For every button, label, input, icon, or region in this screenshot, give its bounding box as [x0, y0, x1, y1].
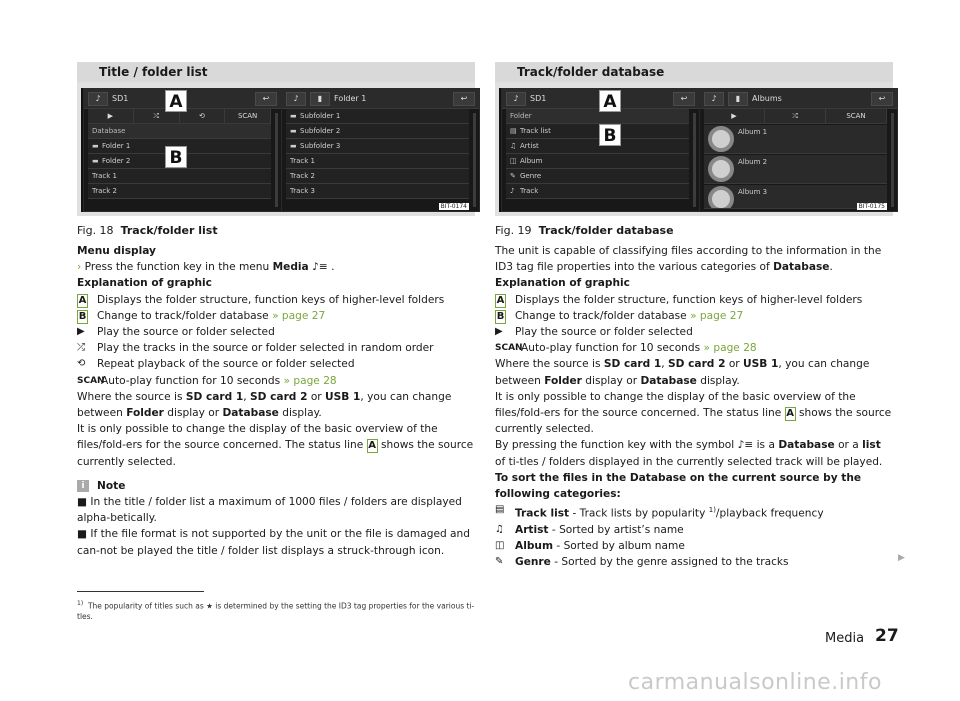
explanation-item: ▶ Play the source or folder selected [495, 324, 893, 340]
paragraph: Where the source is SD card 1, SD card 2 or USB 1, you can change between Folder display or Database display. [495, 358, 870, 387]
music-icon: ♪ [506, 92, 526, 106]
scrollbar [275, 113, 278, 207]
note-heading: i Note [77, 478, 475, 494]
info-icon: i [77, 480, 89, 492]
list-item: ✎ Genre [506, 169, 689, 184]
subheading: Menu display [77, 245, 156, 257]
paragraph: It is only possible to change the display of the basic overview of the files/fold-ers for the source concerned. The status line A shows the source currently selected. [495, 390, 892, 436]
album-icon: ◫ [495, 540, 505, 552]
explanation-item: ⤮ Play the tracks in the source or folder selected in random order [77, 340, 475, 356]
scan-label: SCAN [826, 109, 887, 123]
back-icon: ↩ [871, 92, 893, 106]
callout-b: B [599, 124, 621, 146]
left-column [77, 62, 475, 559]
list-item: Track 1 [88, 169, 271, 184]
play-icon: ▶ [495, 326, 503, 338]
media-icon: ♪≡ [737, 439, 754, 452]
list-item: ▬ Subfolder 1 [286, 109, 469, 124]
figure-code: BIT-0175 [858, 203, 885, 210]
callout-a: A [165, 90, 187, 112]
play-icon: ▶ [704, 109, 765, 123]
list-item: ♫ Artist [506, 139, 689, 154]
list-item: Track 2 [286, 169, 469, 184]
screenshot [499, 88, 889, 212]
scrollbar [693, 113, 696, 207]
list-item: ◫ Album [506, 154, 689, 169]
explanation-item: SCAN Auto-play function for 10 seconds » page 28 [77, 373, 475, 389]
repeat-icon: ⟲ [180, 109, 226, 123]
note-item: ■ In the title / folder list a maximum of 1000 files / folders are displayed alpha-betically. [77, 496, 462, 525]
play-icon: ▶ [77, 326, 85, 338]
folder-title: Folder 1 [334, 94, 367, 103]
folder-icon: ▬ [92, 142, 99, 150]
paragraph: By pressing the function key with the symbol ♪≡ is a Database or a list of ti-tles / folders displayed in the currently selected track will be played. [495, 439, 883, 468]
sort-item: ♫ Artist - Sorted by artist’s name [495, 522, 893, 538]
shuffle-icon: ⤮ [134, 109, 180, 123]
list-item: Album 3 [704, 185, 887, 209]
explanation-item: SCAN Auto-play function for 10 seconds » page 28 [495, 340, 893, 356]
section-heading: Title / folder list [77, 62, 475, 82]
track-list-icon: ▤ [510, 127, 517, 135]
sort-item: ▤ Track list - Track lists by popularity $^{1)}$/playback frequency [495, 504, 824, 520]
paragraph: The unit is capable of classifying files according to the information in the ID3 tag file properties into the various categories of Database. [495, 245, 882, 274]
instruction-step: › Press the function key in the menu Media ♪≡ . [77, 261, 335, 274]
explanation-item: ▶ Play the source or folder selected [77, 324, 475, 340]
disc-icon [708, 156, 734, 182]
scan-icon: SCAN [495, 343, 523, 354]
music-icon: ♪ [704, 92, 724, 106]
artist-icon: ♫ [495, 523, 504, 535]
explanation-item: A Displays the folder structure, function keys of higher-level folders [496, 293, 863, 306]
media-icon: ♪≡ [312, 261, 328, 274]
scrollbar [891, 113, 894, 207]
folder-icon: ▬ [290, 142, 297, 150]
list-item: ▬ Folder 2 [88, 154, 271, 169]
paragraph: Where the source is SD card 1, SD card 2 or USB 1, you can change between Folder display or Database display. [77, 390, 452, 420]
star-icon: ★ [206, 601, 213, 611]
figure-code: BIT-0174 [440, 203, 467, 210]
shuffle-icon: ⤮ [765, 109, 826, 123]
track-list-icon: ▤ [495, 504, 505, 516]
artist-icon: ♫ [510, 142, 517, 150]
title-bar [282, 89, 479, 109]
note-item: ■ If the file format is not supported by the unit or the file is damaged and can-not be played the title / folder list displays a struck-through icon. [77, 528, 470, 557]
folder-icon: ▬ [290, 112, 297, 120]
folder-icon: ▬ [92, 157, 99, 165]
source-title: SD1 [530, 94, 547, 103]
explanation-item: B Change to track/folder database » page 27 [496, 309, 744, 322]
list-item: ▬ Folder 1 [88, 139, 271, 154]
shuffle-icon: ⤮ [77, 342, 85, 354]
disc-icon [708, 126, 734, 152]
body-text [495, 243, 893, 571]
list-item: ♪ Track [506, 184, 689, 199]
figure-19 [495, 82, 893, 216]
albums-pane [699, 88, 898, 212]
back-icon: ↩ [255, 92, 277, 106]
play-icon: ▶ [88, 109, 134, 123]
callout-b: B [165, 146, 187, 168]
figure-caption: Fig. 19 Track/folder database [495, 224, 674, 237]
paragraph: It is only possible to change the display of the basic overview of the files/fold-ers for the source concerned. The status line A shows the source currently selected. [77, 423, 474, 468]
footnote: $^{1)}$ The popularity of titles such as ★ is determined by the setting the ID3 tag properties for the various ti-tles. [77, 600, 475, 621]
list-item: ▤ Track list [506, 124, 689, 139]
list-item: Album 1 [704, 125, 887, 154]
list-item: ▬ Subfolder 2 [286, 124, 469, 139]
body-text [77, 243, 475, 559]
subheading: Explanation of graphic [495, 277, 630, 290]
page-number: 27 [875, 626, 899, 646]
continue-arrow-icon: ▶ [898, 553, 905, 563]
folder-icon: ▬ [290, 127, 297, 135]
music-icon: ♪ [88, 92, 108, 106]
section-heading: Track/folder database [495, 62, 893, 82]
explanation-item: A Displays the folder structure, function keys of higher-level folders [78, 293, 445, 306]
list-item: Track 1 [286, 154, 469, 169]
genre-icon: ✎ [510, 172, 516, 180]
music-icon: ♪ [286, 92, 306, 106]
back-icon: ↩ [673, 92, 695, 106]
footer-section: Media [825, 631, 865, 646]
explanation-item: B Change to track/folder database » page 27 [78, 309, 326, 322]
source-title: SD1 [112, 94, 129, 103]
list-item: Track 2 [88, 184, 271, 199]
disc-icon [708, 186, 734, 209]
track-icon: ♪ [510, 187, 515, 195]
list-item: ▬ Subfolder 3 [286, 139, 469, 154]
right-column [495, 62, 893, 571]
screenshot [81, 88, 471, 212]
albums-title: Albums [752, 94, 782, 103]
sd-icon: ▮ [728, 92, 748, 106]
scan-label: SCAN [225, 109, 271, 123]
genre-icon: ✎ [495, 556, 504, 568]
control-row [704, 109, 887, 124]
scan-icon: SCAN [77, 375, 105, 386]
list-item: Folder [506, 109, 689, 124]
album-icon: ◫ [510, 157, 517, 165]
sort-item: ◫ Album - Sorted by album name [495, 538, 893, 554]
list-item: Album 2 [704, 155, 887, 184]
subfolder-pane [281, 88, 480, 212]
callout-a: A [599, 90, 621, 112]
back-icon: ↩ [453, 92, 475, 106]
sort-item: ✎ Genre - Sorted by the genre assigned to the tracks [495, 554, 893, 570]
title-bar [700, 89, 897, 109]
repeat-icon: ⟲ [77, 358, 86, 370]
explanation-item: ⟲ Repeat playback of the source or folder selected [77, 356, 475, 372]
watermark: carmanualsonline.info [628, 670, 882, 695]
footnote-divider [77, 591, 204, 592]
list-item: Database [88, 124, 271, 139]
subheading: Explanation of graphic [77, 277, 212, 290]
scrollbar [473, 113, 476, 207]
list-item: Track 3 [286, 184, 469, 199]
subheading: To sort the files in the Database on the current source by the following categories: [495, 471, 862, 501]
figure-caption: Fig. 18 Track/folder list [77, 224, 218, 237]
figure-18 [77, 82, 475, 216]
sd-icon: ▮ [310, 92, 330, 106]
